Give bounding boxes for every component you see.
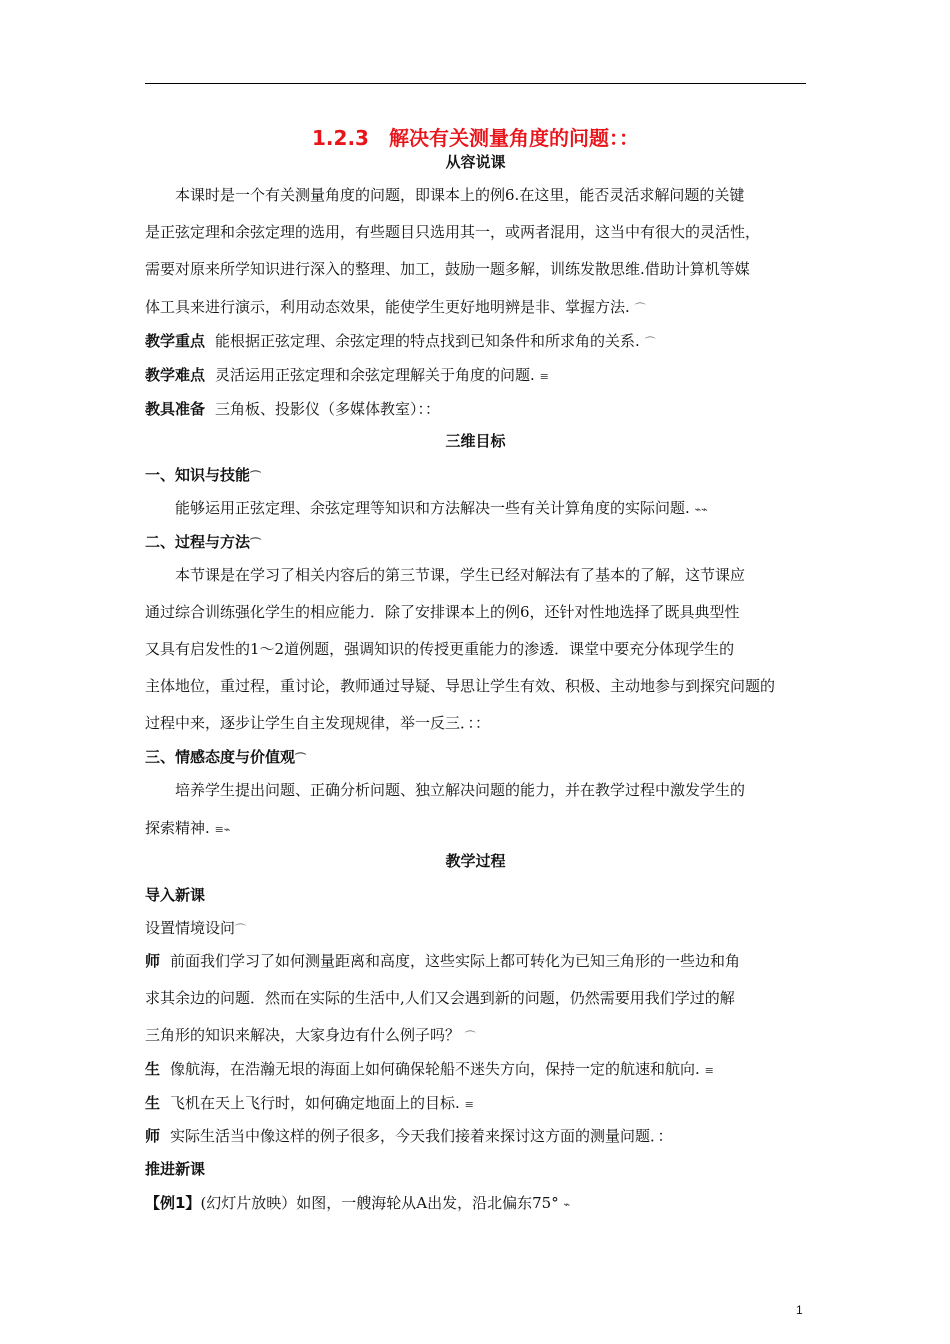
dialog-teacher-1-line-3: 三角形的知识来解决，大家身边有什么例子吗？ ⌒ [145,1026,476,1044]
difficulty-row [145,364,806,388]
scan-mark-icon: ⌒ [634,302,646,315]
speaker-label: 生 [145,1060,161,1078]
intro-line-4: 体工具来进行演示，利用动态效果，能使学生更好地明辨是非、掌握方法. ⌒ [145,298,646,316]
goal3-heading: 三、情感态度与价值观⌒ [145,748,307,766]
difficulty-text: 灵活运用正弦定理和余弦定理解关于角度的问题. [215,366,535,384]
goal3-line-1: 培养学生提出问题、正确分析问题、独立解决问题的能力，并在教学过程中激发学生的 [175,781,746,799]
intro-new-lesson-heading: 导入新课 [145,886,206,904]
speaker-label: 师 [145,952,161,970]
scan-mark-icon: ≡⌁ [214,823,231,836]
key-points-row [145,330,806,354]
scan-mark-icon: ⌒ [250,470,262,483]
goal2-heading: 二、过程与方法⌒ [145,533,262,551]
goal1-text: 能够运用正弦定理、余弦定理等知识和方法解决一些有关计算角度的实际问题. ⌁⌁ [175,499,708,517]
tools-row [145,398,806,420]
scan-mark-icon: ⌁⌁ [694,503,708,516]
speaker-label: 生 [145,1094,161,1112]
goal2-line-3: 又具有启发性的1～2道例题，强调知识的传授更重能力的渗透．课堂中要充分体现学生的 [145,640,735,658]
page-title: 1.2.3 解决有关测量角度的问题：： [312,126,639,150]
example-label: 【例1】 [145,1194,201,1212]
tools-text: 三角板、投影仪（多媒体教室）：： [215,400,441,418]
advance-lesson-heading: 推进新课 [145,1160,206,1178]
goal2-line-2: 通过综合训练强化学生的相应能力．除了安排课本上的例6，还针对性地选择了既具典型性 [145,603,740,621]
scan-mark-icon: ⌒ [235,923,247,936]
goal3-line-2: 探索精神. ≡⌁ [145,819,231,837]
header-rule [145,83,806,84]
key-points-text: 能根据正弦定理、余弦定理的特点找到已知条件和所求角的关系. [215,332,640,350]
dialog-student-2: 生 飞机在天上飞行时，如何确定地面上的目标. ≡ [145,1094,474,1112]
scan-mark-icon: ⌒ [250,537,262,550]
intro-line-3: 需要对原来所学知识进行深入的整理、加工，鼓励一题多解，训练发散思维.借助计算机等媒 [145,260,750,278]
dialog-teacher-1-line-2: 求其余边的问题．然而在实际的生活中,人们又会遇到新的问题，仍然需要用我们学过的解 [145,989,735,1007]
key-points-label: 教学重点 [145,332,206,350]
section-heading-goals: 三维目标 [445,432,506,450]
scan-mark-icon: ≡ [464,1098,474,1111]
dialog-student-1: 生 像航海，在浩瀚无垠的海面上如何确保轮船不迷失方向，保持一定的航速和航向. ≡ [145,1060,714,1078]
goal2-line-5: 过程中来，逐步让学生自主发现规律，举一反三．：： [145,714,491,732]
difficulty-label: 教学难点 [145,366,206,384]
goal1-heading: 一、知识与技能⌒ [145,466,262,484]
scan-mark-icon: ⌒ [644,336,656,349]
intro-line-2: 是正弦定理和余弦定理的选用，有些题目只选用其一，或两者混用，这当中有很大的灵活性， [145,223,761,241]
scan-mark-icon: ≡ [539,370,549,383]
page-number: 1 [796,1303,803,1317]
scan-mark-icon: ≡ [704,1064,714,1077]
goal2-line-4: 主体地位，重过程，重讨论，教师通过导疑、导思让学生有效、积极、主动地参与到探究问题的 [145,677,776,695]
intro-line-1: 本课时是一个有关测量角度的问题，即课本上的例6.在这里，能否灵活求解问题的关键 [175,186,745,204]
dialog-teacher-2: 师 实际生活当中像这样的例子很多，今天我们接着来探讨这方面的测量问题．： [145,1127,673,1145]
section-heading-process: 教学过程 [445,852,506,870]
speaker-label: 师 [145,1127,161,1145]
tools-label: 教具准备 [145,400,206,418]
scan-mark-icon: ⌒ [464,1030,476,1043]
scenario-line: 设置情境设问⌒ [145,919,247,937]
scan-mark-icon: ⌁ [563,1198,571,1211]
dialog-teacher-1-line-1: 师 前面我们学习了如何测量距离和高度，这些实际上都可转化为已知三角形的一些边和角 [145,952,741,970]
section-heading-talk: 从容说课 [445,153,506,171]
example-1-line: 【例1】(幻灯片放映）如图，一艘海轮从A出发，沿北偏东75° ⌁ [145,1194,571,1212]
scan-mark-icon: ⌒ [295,752,307,765]
goal2-line-1: 本节课是在学习了相关内容后的第三节课，学生已经对解法有了基本的了解，这节课应 [175,566,746,584]
